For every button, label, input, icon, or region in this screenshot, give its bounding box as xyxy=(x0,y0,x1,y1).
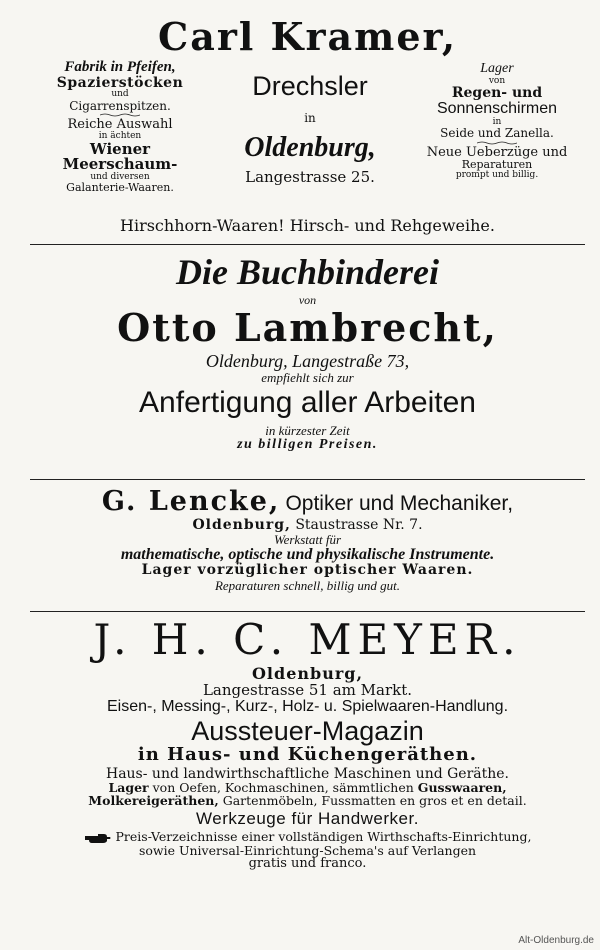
ad1-middle-column xyxy=(215,68,405,186)
ad4-goods: Eisen-, Messing-, Kurz-, Holz- u. Spielwaaren-Handlung. xyxy=(106,697,509,715)
ad1-right-l8: Reparaturen xyxy=(461,158,533,172)
ad4-machines: Haus- und landwirthschaftliche Maschinen und Geräthe. xyxy=(105,765,510,782)
ad4-sub: in Haus- und Küchengeräthen. xyxy=(137,743,478,765)
ad1-right-column xyxy=(408,62,586,180)
ad2-von: von xyxy=(298,292,317,307)
ad4-street: Langestrasse 51 am Markt. xyxy=(202,680,413,699)
ad3-werkstatt: Werkstatt für xyxy=(273,532,342,548)
ad4-line1-c: Gusswaaren, xyxy=(417,780,507,796)
ad3-instruments: mathematische, optische und physikalische Instrumente. xyxy=(120,545,495,563)
ad1-mid-l3: Oldenburg, xyxy=(244,131,376,163)
ad4-price1: Preis-Verzeichnisse einer vollständigen Wirthschafts-Einrichtung, xyxy=(115,829,532,845)
ad2-headline: Anfertigung aller Arbeiten xyxy=(139,385,476,419)
ad3-name: G. Lencke, xyxy=(101,486,281,517)
ad1-title: Carl Kramer, xyxy=(157,14,458,59)
ad1-left-l3: und xyxy=(111,89,129,100)
ad2-name: Otto Lambrecht, xyxy=(117,305,498,351)
ad1-left-l6: in ächten xyxy=(98,131,142,142)
ad2-title: Die Buchbinderei xyxy=(175,252,439,292)
ad3-repair: Reparaturen schnell, billig und gut. xyxy=(214,578,401,594)
ad2-l1: in kürzester Zeit xyxy=(265,423,350,439)
advertisement-page xyxy=(30,0,585,950)
ad-carl-kramer xyxy=(30,0,585,245)
ad2-empfiehlt: empfiehlt sich zur xyxy=(261,370,354,386)
site-credit: Alt-Oldenburg.de xyxy=(518,935,594,946)
ad1-right-l7: Neue Ueberzüge und xyxy=(426,144,568,160)
ad1-right-l1: Lager xyxy=(480,61,514,76)
ad2-address: Oldenburg, Langestraße 73, xyxy=(205,351,410,372)
ad4-line1-a: Lager xyxy=(108,780,149,796)
ad1-left-l8: und diversen xyxy=(90,172,150,183)
ad1-right-l3: Regen- und xyxy=(451,85,543,102)
divider-rule xyxy=(30,479,585,480)
ad4-city: Oldenburg, xyxy=(251,664,364,684)
ad3-address xyxy=(30,518,585,533)
ad3-lager: Lager vorzüglicher optischer Waaren. xyxy=(141,562,474,579)
ad4-line2-b: Gartenmöbeln, Fussmatten en gros et en detail. xyxy=(222,793,527,809)
ad4-price3: gratis und franco. xyxy=(248,856,367,872)
ad1-bottom-line: Hirschhorn-Waaren! Hirsch- und Rehgeweihe. xyxy=(120,216,495,235)
ad1-left-l5: Reiche Auswahl xyxy=(67,117,173,133)
ad3-street: Staustrasse Nr. 7. xyxy=(295,517,423,534)
ad2-l2: zu billigen Preisen. xyxy=(237,436,378,452)
ad4-name: J. H. C. MEYER. xyxy=(93,615,522,664)
ad4-line2-a: Molkereigeräthen, xyxy=(88,793,219,809)
ad1-right-l5: in xyxy=(492,116,502,127)
ad1-right-l4: Sonnenschirmen xyxy=(436,99,558,117)
ad1-right-l9: prompt und billig. xyxy=(455,169,539,180)
ad4-line1-b: von Oefen, Kochmaschinen, sämmtlichen xyxy=(152,780,414,796)
divider-rule xyxy=(30,244,585,245)
ad4-price2: sowie Universal-Einrichtung-Schema's auf Verlangen xyxy=(138,842,477,858)
ad3-city: Oldenburg, xyxy=(192,517,291,534)
ad4-headline: Aussteuer-Magazin xyxy=(191,716,424,747)
ad3-profession: Optiker und Mechaniker, xyxy=(285,492,514,515)
pointing-hand-icon xyxy=(84,832,112,844)
ad1-left-l7: Wiener Meerschaum- xyxy=(62,139,178,174)
ad1-right-l6: Seide und Zanella. xyxy=(440,126,554,141)
ad4-line2 xyxy=(30,794,585,807)
ad1-left-l1: Fabrik in Pfeifen, xyxy=(64,59,176,75)
ad1-mid-l4: Langestrasse 25. xyxy=(245,168,375,187)
ad1-right-l2: von xyxy=(488,75,506,86)
ad1-left-l4: Cigarrenspitzen. xyxy=(69,98,171,113)
ad1-left-column xyxy=(30,60,210,194)
ad3-header xyxy=(30,488,585,516)
ad1-left-l9: Galanterie-Waaren. xyxy=(66,181,174,195)
divider-rule xyxy=(30,611,585,612)
ad4-tools: Werkzeuge für Handwerker. xyxy=(196,808,419,828)
ad-otto-lambrecht xyxy=(30,248,585,478)
ad-jhc-meyer xyxy=(30,614,585,934)
ad1-left-l2: Spazierstöcken xyxy=(56,74,184,91)
ad1-mid-l2: in xyxy=(304,111,316,126)
ad-g-lencke xyxy=(30,482,585,610)
ad4-price1-row xyxy=(30,830,585,844)
ad1-mid-l1: Drechsler xyxy=(252,71,368,101)
